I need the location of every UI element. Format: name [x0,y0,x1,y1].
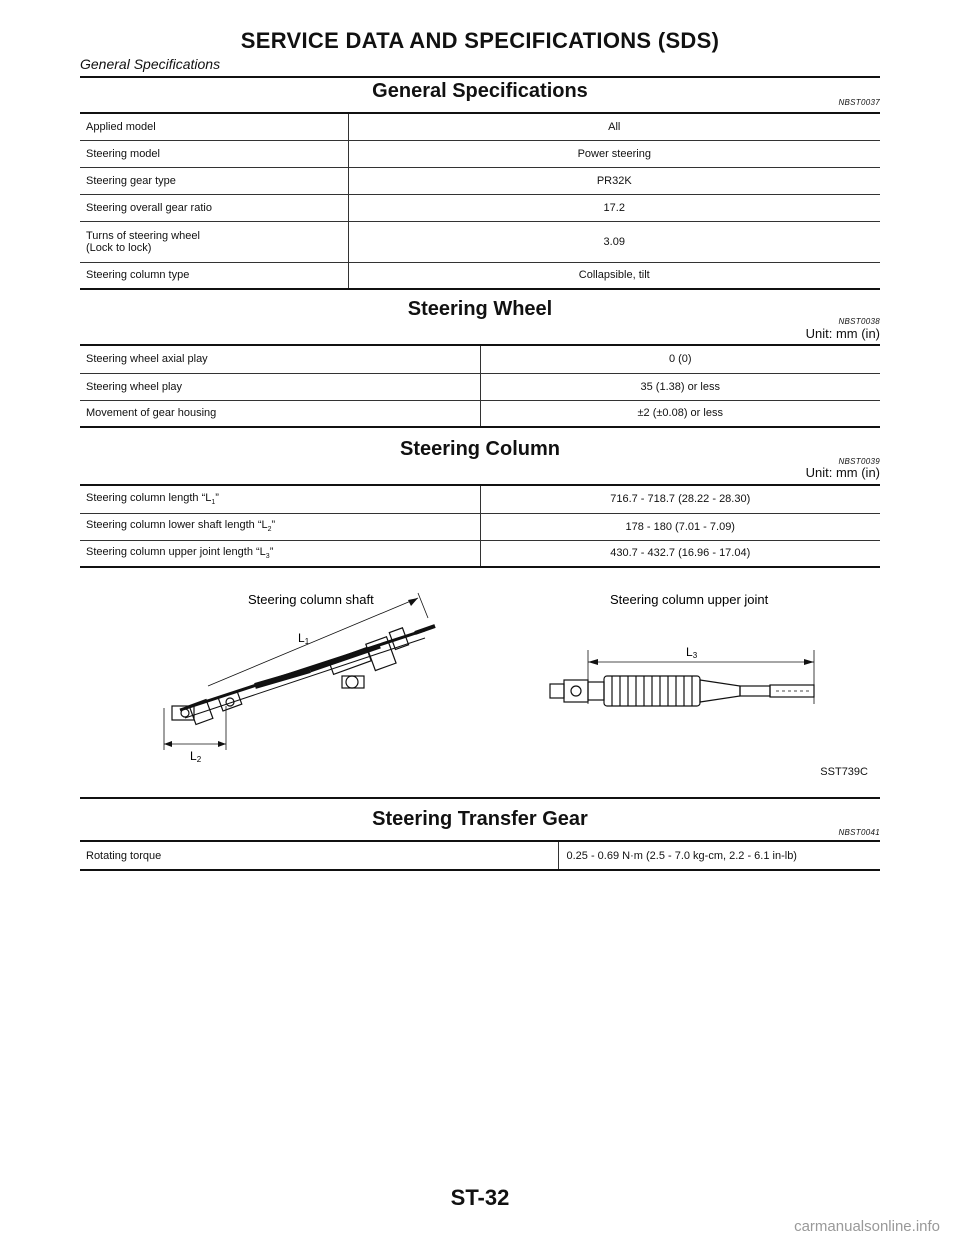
table-row [80,140,880,167]
row-value: Collapsible, tilt [348,262,880,289]
page-title: SERVICE DATA AND SPECIFICATIONS (SDS) [240,28,720,53]
table-row [80,194,880,221]
svg-text:L2 [190,749,202,764]
transfer-spec-code: NBST0041 [838,828,880,837]
l1-sub: 1 [304,637,310,646]
l1-label: L [298,631,305,645]
general-spec-table [80,112,880,290]
l3-sub: 3 [692,651,698,660]
row-label [80,221,348,262]
row-label: Steering column upper joint length “$L_3$” [80,540,480,567]
svg-text:L3 [686,645,698,660]
page-number: ST-32 [450,1185,510,1210]
page-header [80,28,880,72]
row-value: Power steering [348,140,880,167]
wheel-spec-code: NBST0038 [838,317,880,326]
row-value: 0 (0) [480,345,880,373]
row-value: 3.09 [348,221,880,262]
table-row [80,513,880,540]
row-value: 178 - 180 (7.01 - 7.09) [480,513,880,540]
wheel-spec-table [80,344,880,428]
wheel-unit-label: Unit: mm (in) [805,326,880,341]
row-value: PR32K [348,167,880,194]
row-label: Movement of gear housing [80,400,480,427]
table-row [80,345,880,373]
table-row [80,221,880,262]
general-spec-title: General Specifications [372,80,588,102]
table-row [80,841,880,870]
row-label: Steering column lower shaft length “$L_2$” [80,513,480,540]
joint-drawing [550,650,814,706]
steering-column-figure [80,578,880,786]
row-label: Steering column type [80,262,348,289]
row-value: All [348,113,880,140]
table-row [80,373,880,400]
row-value: 430.7 - 432.7 (16.96 - 17.04) [480,540,880,567]
row-label: Steering column length “$L_1$” [80,485,480,513]
transfer-spec-title: Steering Transfer Gear [372,808,588,830]
column-spec-code: NBST0039 [838,457,880,466]
table-row [80,400,880,427]
general-spec-code: NBST0037 [838,98,880,107]
row-label: Steering overall gear ratio [80,194,348,221]
svg-text:L1 [298,631,310,646]
table-row [80,262,880,289]
row-value: 17.2 [348,194,880,221]
table-row [80,485,880,513]
row-value: 716.7 - 718.7 (28.22 - 28.30) [480,485,880,513]
row-value: 0.25 - 0.69 N·m (2.5 - 7.0 kg-cm, 2.2 - 6.1 in-lb) [558,841,880,870]
joint-caption: Steering column upper joint [610,592,769,607]
l2-sub: 2 [196,755,202,764]
table-row [80,113,880,140]
row-label-line1: Turns of steering wheel [86,229,200,242]
row-label: Rotating torque [80,841,558,870]
l2-label: L [190,749,197,763]
transfer-spec-table [80,840,880,871]
row-label: Steering wheel axial play [80,345,480,373]
shaft-drawing [164,593,435,750]
row-label: Steering gear type [80,167,348,194]
shaft-caption: Steering column shaft [248,592,374,607]
row-value: 35 (1.38) or less [480,373,880,400]
row-label: Applied model [80,113,348,140]
column-unit-label: Unit: mm (in) [805,465,880,480]
row-label: Steering model [80,140,348,167]
l3-label: L [686,645,693,659]
steering-column-illustration [80,578,880,786]
table-row [80,167,880,194]
table-row [80,540,880,567]
row-label-line2: (Lock to lock) [86,241,152,254]
figure-code: SST739C [820,766,868,778]
transfer-section-divider [80,797,880,799]
header-divider [80,76,880,78]
row-label: Steering wheel play [80,373,480,400]
page-subtitle: General Specifications [80,56,221,72]
wheel-spec-title: Steering Wheel [407,298,553,320]
row-value: ±2 (±0.08) or less [480,400,880,427]
column-spec-title: Steering Column [399,438,560,460]
site-watermark: carmanualsonline.info [794,1218,940,1235]
column-spec-table [80,484,880,568]
